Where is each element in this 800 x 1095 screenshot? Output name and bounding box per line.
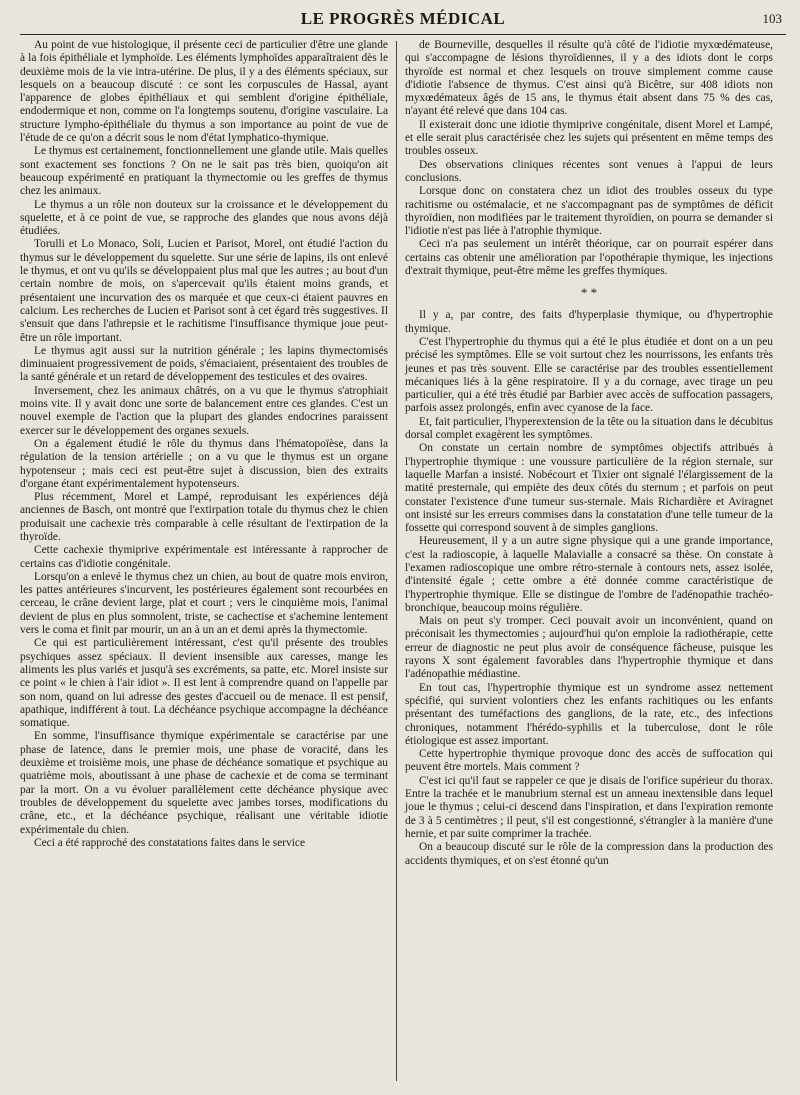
paragraph: Il existerait donc une idiotie thymiprive congénitale, disent Morel et Lampé, et elle serait plus caractérisée chez les sujets qui présentent en même temps des troubles osseux. bbox=[405, 118, 773, 158]
section-separator: * * bbox=[580, 285, 598, 301]
page-header bbox=[20, 0, 786, 35]
paragraph: Torulli et Lo Monaco, Soli, Lucien et Parisot, Morel, ont étudié l'action du thymus sur le développement du squelette. Sur une série de lapins, ils ont enlevé le thymus, et ont vu qu'ils se développaient plus mal que les autres ; au bout d'un certain nombre de mois, on s'apercevait qu'ils étaient moins grands, et présentaient une incurvation des os marquée et que ceux-ci étaient pauvres en calcium. Les recherches de Lucien et Parisot sont à cet égard très suggestives. Il s'ensuit que dans l'athrepsie et le rachitisme l'insuffisance thymique joue peut-être un rôle important. bbox=[20, 238, 388, 344]
page-number: 103 bbox=[762, 11, 782, 26]
paragraph: Il y a, par contre, des faits d'hyperplasie thymique, ou d'hypertrophie thymique. bbox=[405, 309, 773, 335]
paragraph: Cette cachexie thymiprive expérimentale est intéressante à rapprocher de certains cas d'idiotie congénitale. bbox=[20, 544, 388, 570]
journal-title: LE PROGRÈS MÉDICAL bbox=[300, 9, 506, 28]
paragraph: Et, fait particulier, l'hyperextension de la tête ou la situation dans le décubitus dorsal complet exagèrent les symptômes. bbox=[405, 415, 773, 442]
paragraph: Au point de vue histologique, il présente ceci de particulier d'être une glande à la fois épithéliale et lymphoïde. Les éléments lymphoïdes apparaîtraient dès le deuxième mois de la vie intra-utérine. De plus, il y a des éléments spéciaux, sur lesquels on a beaucoup discuté : ce sont les corpuscules de Hassal, ayant l'apparence de globes épithéliaux et qui semblent d'origine épithéliale, endodermique et non, comme on l'a longtemps soutenu, d'origine vasculaire. La structure lympho-épithéliale du thymus a son importance au point de vue de l'étude de ce qu'on a décrit sous le nom d'état lymphatico-thymique. bbox=[20, 39, 388, 145]
paragraph: Le thymus a un rôle non douteux sur la croissance et le développement du squelette, et à ce point de vue, se rapproche des glandes que nous avons déjà étudiées. bbox=[20, 198, 388, 238]
paragraph: Lorsqu'on a enlevé le thymus chez un chien, au bout de quatre mois environ, les pattes antérieures s'incurvent, les postérieures également sont recourbées en cerceau, le crâne devient large, plat et court ; vers le cinquième mois, l'animal devient de plus en plus somnolent, triste, se cachectise et s'achemine lentement vers le coma et finit par mourir, un an à un an et demi après la thymectomie. bbox=[20, 570, 388, 637]
paragraph: Des observations cliniques récentes sont venues à l'appui de leurs conclusions. bbox=[405, 158, 773, 184]
paragraph: En somme, l'insuffisance thymique expérimentale se caractérise par une phase de latence, dans le premier mois, une phase de voracité, dans les deuxième et troisième mois, une phase de déchéance somatique et psychique au quatrième mois, aboutissant à une phase de cachexie et de coma se terminant par la mort. On a vu évoluer parallèlement cette déchéance physique avec troubles de développement du squelette avec jambes torses, modifications du crâne, etc., et la déchéance psychique, réalisant une véritable idiotie expérimentale du chien. bbox=[20, 730, 388, 836]
paragraph: Mais on peut s'y tromper. Ceci pouvait avoir un inconvénient, quand on préconisait les thymectomies ; aujourd'hui qu'on emploie la radiothérapie, cette erreur de diagnostic ne peut plus avoir de conséquence fâcheuse, puisque les rayons X sont également favorables dans l'hypertrophie thymique et dans l'adénopathie médiastine. bbox=[405, 615, 773, 681]
paragraph: C'est ici qu'il faut se rappeler ce que je disais de l'orifice supérieur du thorax. Entre la trachée et le manubrium sternal est un anneau inextensible dans lequel joue le thymus ; celui-ci descend dans l'inspiration, et dans l'expiration remonte de 3 à 5 centimètres ; il peut, s'il est congestionné, s'étrangler à la manière d'une hernie, et par suite comprimer la trachée. bbox=[405, 774, 773, 840]
paragraph: Heureusement, il y a un autre signe physique qui a une grande importance, c'est la radioscopie, à laquelle Malavialle a consacré sa thèse. On constate à l'examen radioscopique une ombre rétro-sternale à contours nets, assez isolée, d'intensité égale ; cette ombre a été donnée comme caractéristique de l'hypertrophie thymique. Elle se distingue de l'ombre de l'adénopathie trachéo-bronchique, beaucoup moins régulière. bbox=[405, 535, 773, 614]
paragraph: Le thymus est certainement, fonctionnellement une glande utile. Mais quelles sont exactement ses fonctions ? On ne le sait pas très bien, quoiqu'on ait beaucoup expérimenté en pratiquant la thymectomie ou les greffes de thymus chez les animaux. bbox=[20, 145, 388, 198]
paragraph: On a beaucoup discuté sur le rôle de la compression dans la production des accidents thymiques, et on s'est étonné qu'un bbox=[405, 841, 773, 867]
paragraph: Plus récemment, Morel et Lampé, reproduisant les expériences déjà anciennes de Basch, ont montré que l'extirpation totale du thymus chez le chien produisait une cachexie très comparable à celle résultant de l'extirpation de la thyroïde. bbox=[20, 491, 388, 543]
paragraph: Inversement, chez les animaux châtrés, on a vu que le thymus s'atrophiait moins vite. Il y avait donc une sorte de balancement entre ces glandes. C'est un nouvel exemple de l'action que la plupart des glandes endocrines paraissent exercer sur le développement des organes sexuels. bbox=[20, 384, 388, 437]
paragraph: On a également étudié le rôle du thymus dans l'hématopoïèse, dans la régulation de la tension artérielle ; on a vu que le thymus est un organe hypotenseur ; mais ceci est peut-être sujet à discussion, bien des extraits d'organe étant expérimentalement hypotenseurs. bbox=[20, 437, 388, 490]
paragraph: Ceci a été rapproché des constatations faites dans le service bbox=[34, 836, 306, 849]
paragraph: En tout cas, l'hypertrophie thymique est un syndrome assez nettement spécifié, qui survient volontiers chez les enfants rachitiques ou les enfants présentant des tuméfactions des ganglions, de la rate, etc., des infections chroniques, notamment l'hérédo-syphilis et la tuberculose, dont le rôle étiologique est assez important. bbox=[405, 681, 773, 747]
paragraph: On constate un certain nombre de symptômes objectifs attribués à l'hypertrophie thymique : une voussure particulière de la région sternale, sur laquelle Marfan a insisté. Nobécourt et Tixier ont signalé l'élargissement de la matité presternale, qui empiète des deux côtés du sternum ; et parfois on peut constater l'existence d'une tumeur sus-sternale. Mais Richardière et Aviragnet ont insisté sur les erreurs commises dans la constatation d'une telle tumeur de la fossette qui correspond souvent à de simples ganglions. bbox=[405, 442, 773, 535]
right-column bbox=[397, 39, 773, 1089]
paragraph: Cette hypertrophie thymique provoque donc des accès de suffocation qui peuvent être mortels. Mais comment ? bbox=[405, 748, 773, 774]
paragraph: Ce qui est particulièrement intéressant, c'est qu'il présente des troubles psychiques assez spéciaux. Il devient insensible aux caresses, mange les aliments les plus variés et jusqu'à ses excréments, sa patte, etc. Morel insiste sur ce point « le chien à l'air idiot ». Il est lent à comprendre quand on l'appelle par son nom, quand on lui adresse des gestes d'accueil ou de menace. Il est pensif, apathique, indifférent à tout. La déchéance psychique accompagne la déchéance somatique. bbox=[20, 637, 388, 730]
left-column bbox=[20, 39, 396, 1089]
paragraph: Lorsque donc on constatera chez un idiot des troubles osseux du type rachitisme ou ostémalacie, et ne s'accompagnant pas de symptômes de déficit thyroïdien, non modifiées par le traitement thyroïdien, on pourra se demander si l'idiotie n'est pas liée à l'atrophie thymique. bbox=[405, 185, 773, 238]
paragraph: de Bourneville, desquelles il résulte qu'à côté de l'idiotie myxœdémateuse, qui s'accompagne de lésions thyroïdiennes, il y a des idiots dont le corps thyroïde est normal et chez lesquels on trouve simplement comme cause d'idiotie l'absence de thymus. C'est ainsi qu'à Bicêtre, sur 408 idiots non myxœdémateux âgés de 15 ans, le thymus était absent dans 75 % des cas, n'ayant été relevé que dans 104 cas. bbox=[405, 39, 773, 118]
paragraph: C'est l'hypertrophie du thymus qui a été le plus étudiée et dont on a un peu précisé les symptômes. Elle se voit surtout chez les nourrissons, les enfants très jeunes et pas très souvent. Elle se caractérise par des troubles essentiellement mécaniques liés à la gêne respiratoire. Il y a du cornage, avec tirage un peu particulier, qui a été très étudié par Barbier avec accès de suffocation passagers, parfois assez prolongés, enfin avec cyanose de la face. bbox=[405, 335, 773, 415]
text-columns bbox=[20, 39, 786, 1089]
paragraph: Le thymus agit aussi sur la nutrition générale ; les lapins thymectomisés diminuaient progressivement de poids, s'émaciaient, présentaient des troubles de la santé générale et un retard de développement des testicules et des ovaires. bbox=[20, 344, 388, 384]
paragraph: Ceci n'a pas seulement un intérêt théorique, car on pourrait espérer dans certains cas obtenir une amélioration par l'opothérapie thymique, les injections d'extrait thymique, peut-être même les greffes thymiques. bbox=[405, 238, 773, 278]
